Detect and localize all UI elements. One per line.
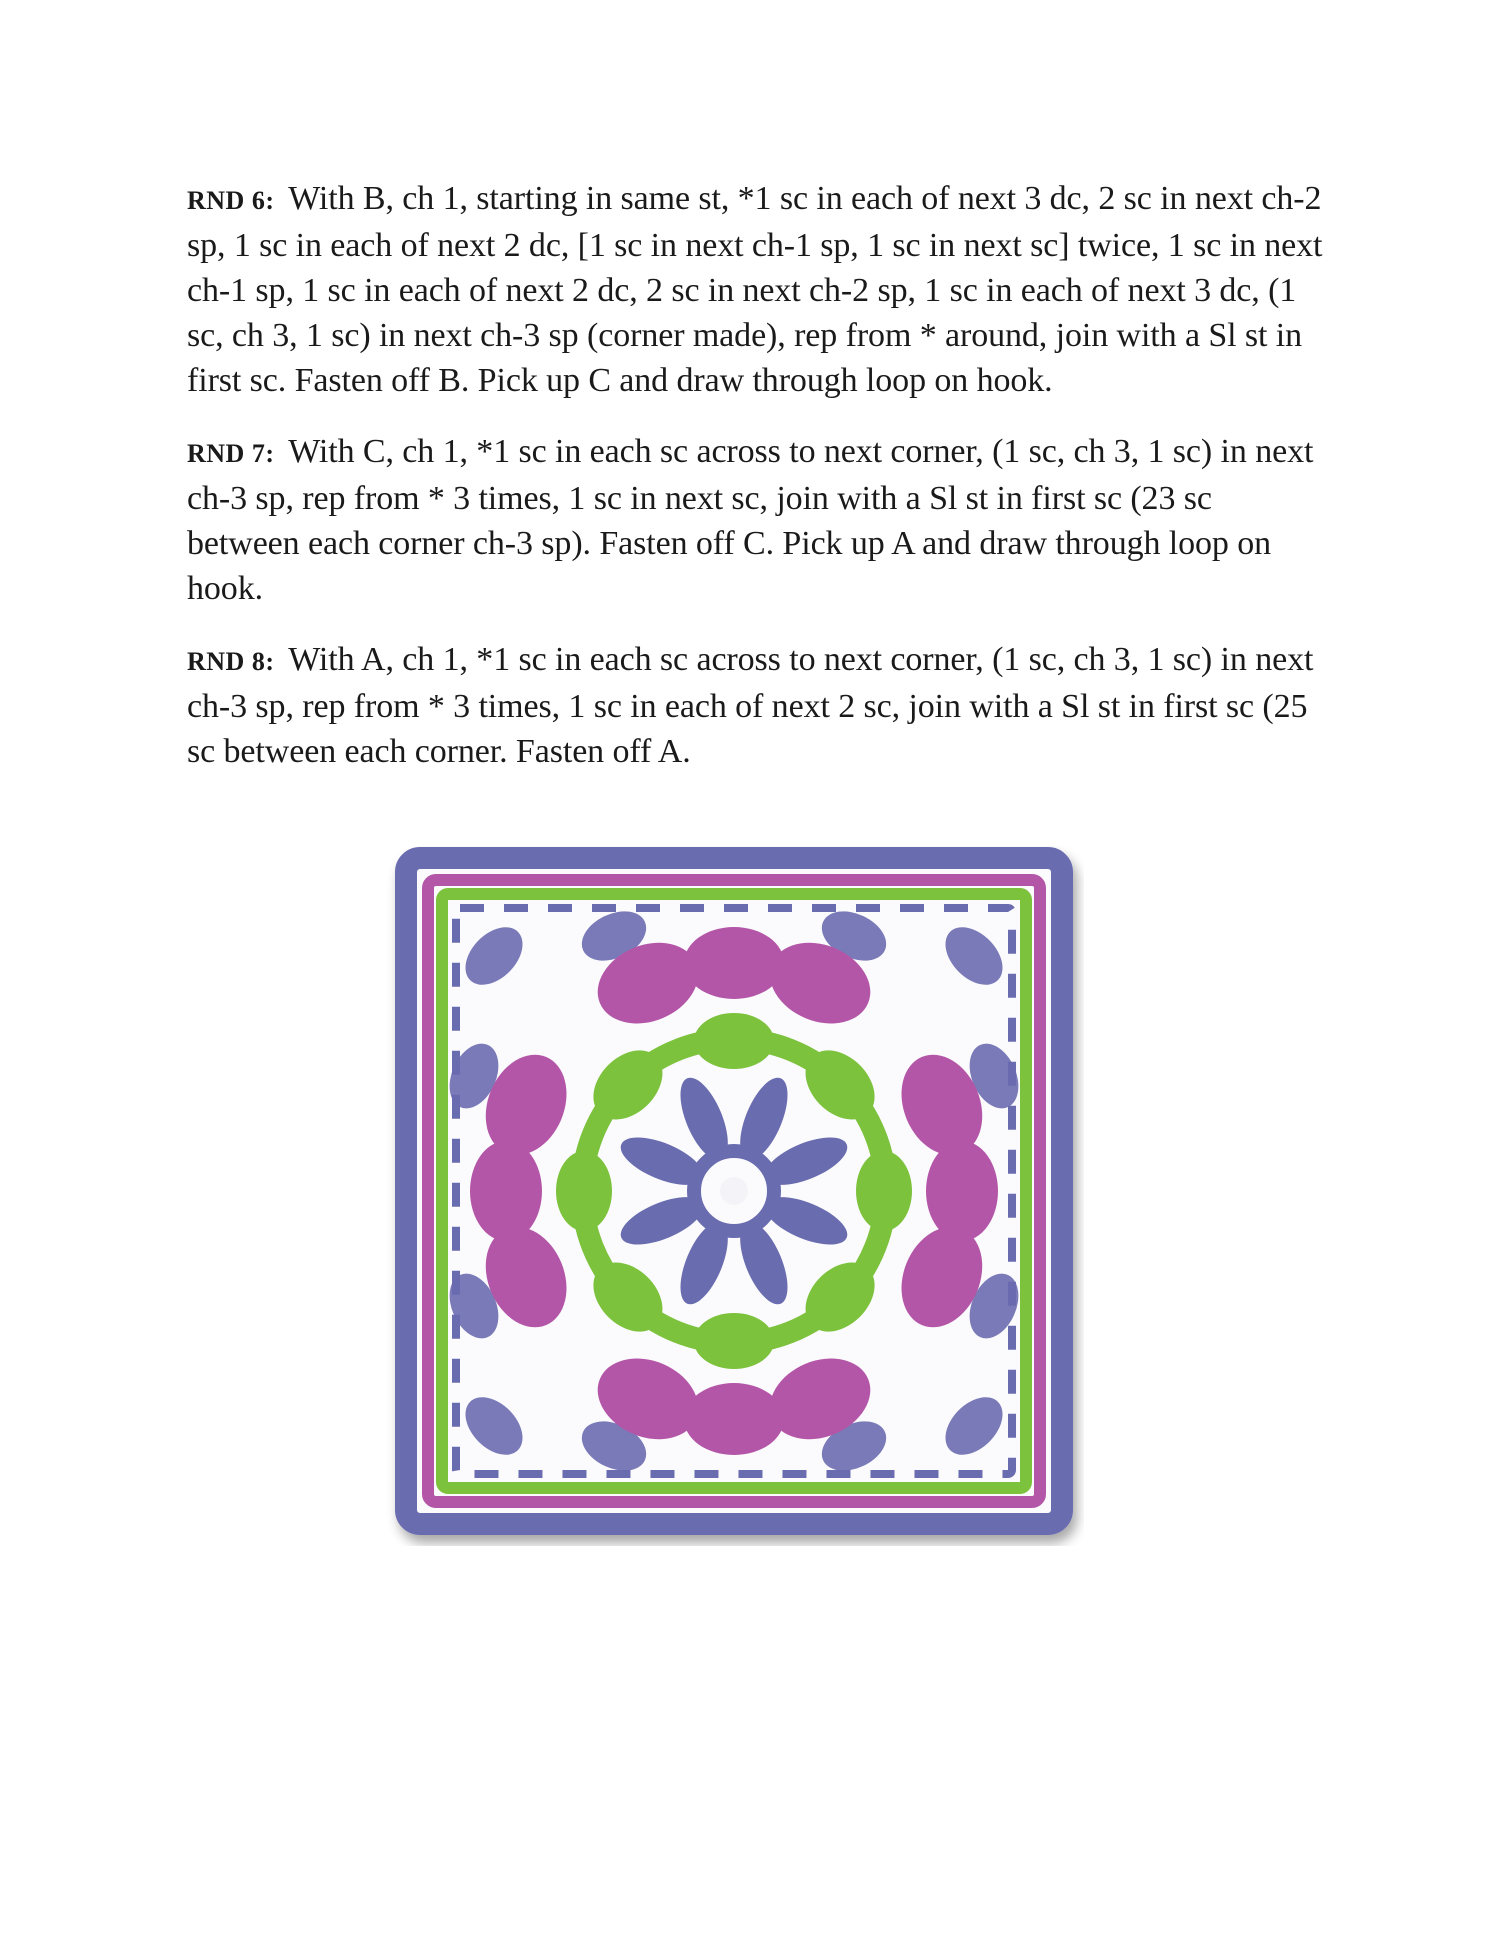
round-8-label: RND 8: <box>187 647 275 676</box>
green-petal <box>694 1313 774 1369</box>
crochet-square-illustration <box>384 846 1084 1546</box>
pattern-instructions <box>187 176 1327 800</box>
round-7-text: With C, ch 1, *1 sc in each sc across to next corner, (1 sc, ch 3, 1 sc) in next ch-3 sp, rep from * 3 times, 1 sc in next sc, join with a Sl st in first sc (23 sc between each corner ch-3 sp). Fasten off C. Pick up A and draw through loop on hook. <box>187 433 1314 607</box>
green-petal <box>556 1151 612 1231</box>
round-6-paragraph <box>187 176 1327 403</box>
round-7-paragraph <box>187 429 1327 611</box>
green-petal <box>856 1151 912 1231</box>
round-7-label: RND 7: <box>187 439 275 468</box>
pink-shell <box>684 1383 784 1455</box>
round-8-text: With A, ch 1, *1 sc in each sc across to next corner, (1 sc, ch 3, 1 sc) in next ch-3 sp, rep from * 3 times, 1 sc in each of next 2 sc, join with a Sl st in first sc (25 sc between each corner. Fasten off A. <box>187 641 1314 770</box>
center-hole <box>720 1177 748 1205</box>
pink-shell <box>684 927 784 999</box>
round-6-label: RND 6: <box>187 186 275 215</box>
pink-shell <box>926 1141 998 1241</box>
pink-shell <box>470 1141 542 1241</box>
round-6-text: With B, ch 1, starting in same st, *1 sc in each of next 3 dc, 2 sc in next ch-2 sp, 1 sc in each of next 2 dc, [1 sc in next ch-1 sp, 1 sc in next sc] twice, 1 sc in next ch-1 sp, 1 sc in each of next 2 dc, 2 sc in next ch-2 sp, 1 sc in each of next 3 dc, (1 sc, ch 3, 1 sc) in next ch-3 sp (corner made), rep from * around, join with a Sl st in first sc. Fasten off B. Pick up C and draw through loop on hook. <box>187 180 1323 399</box>
green-petal <box>694 1013 774 1069</box>
crochet-square-photo <box>384 846 1084 1546</box>
round-8-paragraph <box>187 637 1327 774</box>
